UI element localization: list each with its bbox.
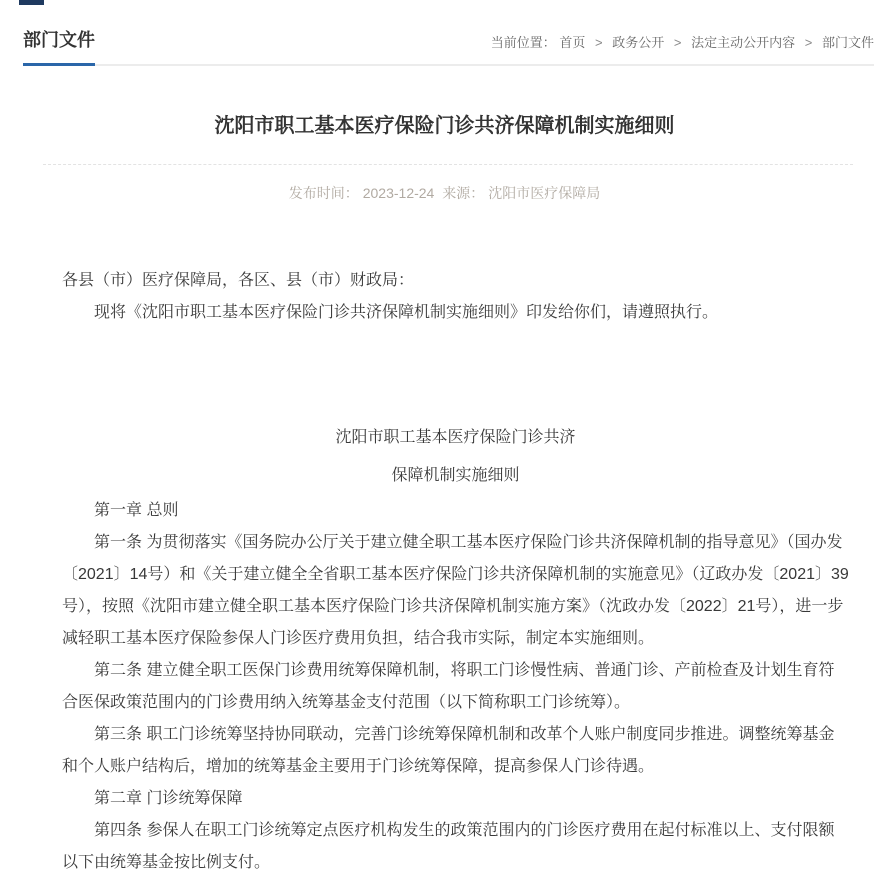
breadcrumb-separator: > [673, 35, 682, 50]
breadcrumb-link-statutory-disclosure[interactable]: 法定主动公开内容 [691, 35, 796, 50]
breadcrumb-separator: > [804, 35, 813, 50]
article-title: 沈阳市职工基本医疗保险门诊共济保障机制实施细则 [214, 115, 675, 137]
breadcrumb-prefix: 当前位置： [490, 35, 556, 50]
article-2-paragraph: 第二条 建立健全职工医保门诊费用统筹保障机制，将职工门诊慢性病、普通门诊、产前检查及计划生育符合医保政策范围内的门诊费用纳入统筹基金支付范围（以下简称职工门诊统筹）。 [62, 662, 835, 711]
dashed-divider [43, 164, 853, 165]
publish-time-label: 发布时间： [288, 185, 359, 201]
article [0, 112, 889, 879]
chapter-2-heading: 第二章 门诊统筹保障 [94, 790, 243, 807]
source-value: 沈阳市医疗保障局 [488, 185, 601, 201]
paragraph-forwarding-note: 现将《沈阳市职工基本医疗保险门诊共济保障机制实施细则》印发给你们，请遵照执行。 [94, 304, 719, 321]
article-1-paragraph: 第一条 为贯彻落实《国务院办公厅关于建立健全职工基本医疗保险门诊共济保障机制的指导意见》（国办发〔2021〕14号）和《关于建立健全全省职工基本医疗保险门诊共济保障机制的实施意见》（辽政办发〔2021〕39号），按照《沈阳市建立健全职工基本医疗保险门诊共济保障机制实施方案》（沈政办发〔2022〕21号），进一步减轻职工基本医疗保险参保人门诊医疗费用负担，结合我市实际，制定本实施细则。 [62, 534, 849, 647]
breadcrumb-link-department-documents[interactable]: 部门文件 [821, 35, 874, 50]
breadcrumb-link-home[interactable]: 首页 [559, 35, 586, 50]
article-meta [0, 183, 889, 203]
chapter-1-heading: 第一章 总则 [94, 502, 179, 519]
section-header [23, 0, 874, 66]
document-heading-line-2: 保障机制实施细则 [391, 467, 520, 484]
breadcrumb [491, 32, 874, 64]
top-left-decor-strip [19, 0, 44, 5]
article-4-paragraph: 第四条 参保人在职工门诊统筹定点医疗机构发生的政策范围内的门诊医疗费用在起付标准以上、支付限额以下由统筹基金按比例支付。 [62, 822, 835, 871]
article-3-paragraph: 第三条 职工门诊统筹坚持协同联动，完善门诊统筹保障机制和改革个人账户制度同步推进。调整统筹基金和个人账户结构后，增加的统筹基金主要用于门诊统筹保障，提高参保人门诊待遇。 [62, 726, 835, 775]
source-label: 来源： [442, 185, 485, 201]
publish-time-value: 2023-12-24 [362, 185, 435, 201]
article-body [62, 265, 849, 879]
breadcrumb-separator: > [595, 35, 603, 50]
tab-label: 部门文件 [23, 30, 95, 50]
document-heading-line-1: 沈阳市职工基本医疗保险门诊共济 [335, 429, 576, 446]
paragraph-salutation: 各县（市）医疗保障局，各区、县（市）财政局： [62, 272, 415, 289]
paragraph-spacer [62, 329, 849, 419]
breadcrumb-link-gov-affairs[interactable]: 政务公开 [612, 35, 665, 50]
tab-department-documents[interactable] [23, 26, 95, 66]
